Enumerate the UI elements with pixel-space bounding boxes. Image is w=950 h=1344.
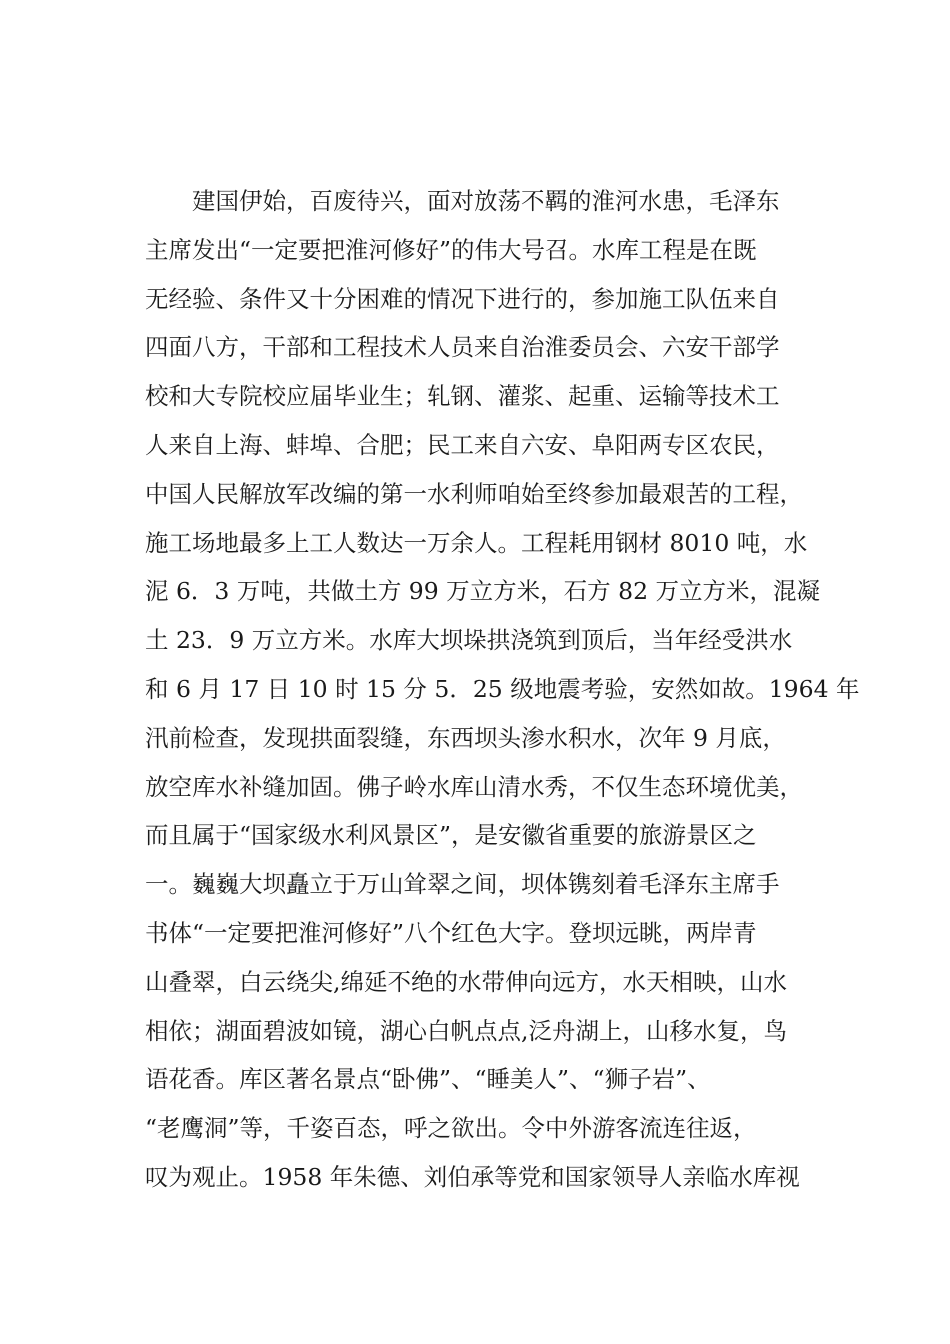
text-line-1: 建国伊始，百废待兴，面对放荡不羁的淮河水患，毛泽东 bbox=[192, 187, 780, 215]
text-line-10: 土 23．9 万立方米。水库大坝垛拱浇筑到顶后，当年经受洪水 bbox=[145, 626, 793, 655]
text-line-9: 泥 6．3 万吨，共做土方 99 万立方米，石方 82 万立方米，混凝 bbox=[145, 577, 821, 606]
text-line-18: 相依；湖面碧波如镜，湖心白帆点点,泛舟湖上，山移水复，鸟 bbox=[145, 1016, 787, 1045]
text-line-4: 四面八方，干部和工程技术人员来自治淮委员会、六安干部学 bbox=[145, 333, 780, 362]
text-line-2: 主席发出“一定要把淮河修好”的伟大号召。水库工程是在既 bbox=[145, 235, 757, 264]
text-line-19: 语花香。库区著名景点“卧佛”、“睡美人”、“狮子岩”、 bbox=[145, 1065, 711, 1094]
text-line-14: 而且属于“国家级水利风景区”，是安徽省重要的旅游景区之 bbox=[145, 821, 757, 850]
text-line-16: 书体“一定要把淮河修好”八个红色大字。登坝远眺，两岸青 bbox=[145, 918, 757, 947]
text-line-13: 放空库水补缝加固。佛子岭水库山清水秀，不仅生态环境优美， bbox=[145, 772, 803, 801]
text-line-6: 人来自上海、蚌埠、合肥；民工来自六安、阜阳两专区农民， bbox=[145, 430, 780, 459]
text-line-15: 一。巍巍大坝矗立于万山耸翠之间，坝体镌刻着毛泽东主席手 bbox=[145, 870, 780, 899]
text-line-7: 中国人民解放军改编的第一水利师咱始至终参加最艰苦的工程， bbox=[145, 479, 803, 508]
text-line-8: 施工场地最多上工人数达一万余人。工程耗用钢材 8010 吨，水 bbox=[145, 528, 808, 557]
text-line-21: 叹为观止。1958 年朱德、刘伯承等党和国家领导人亲临水库视 bbox=[145, 1162, 800, 1191]
text-line-17: 山叠翠，白云绕尖,绵延不绝的水带伸向远方，水天相映，山水 bbox=[145, 967, 787, 996]
text-line-11: 和 6 月 17 日 10 时 15 分 5．25 级地震考验，安然如故。1964 年 bbox=[145, 674, 860, 703]
text-line-5: 校和大专院校应届毕业生；轧钢、灌浆、起重、运输等技术工 bbox=[145, 382, 780, 411]
body-paragraph bbox=[145, 177, 860, 1202]
text-line-12: 汛前检查，发现拱面裂缝，东西坝头渗水积水，次年 9 月底， bbox=[145, 723, 786, 752]
text-line-20: “老鹰洞”等，千姿百态，呼之欲出。令中外游客流连往返， bbox=[145, 1114, 757, 1143]
text-line-3: 无经验、条件又十分困难的情况下进行的，参加施工队伍来自 bbox=[145, 284, 780, 313]
